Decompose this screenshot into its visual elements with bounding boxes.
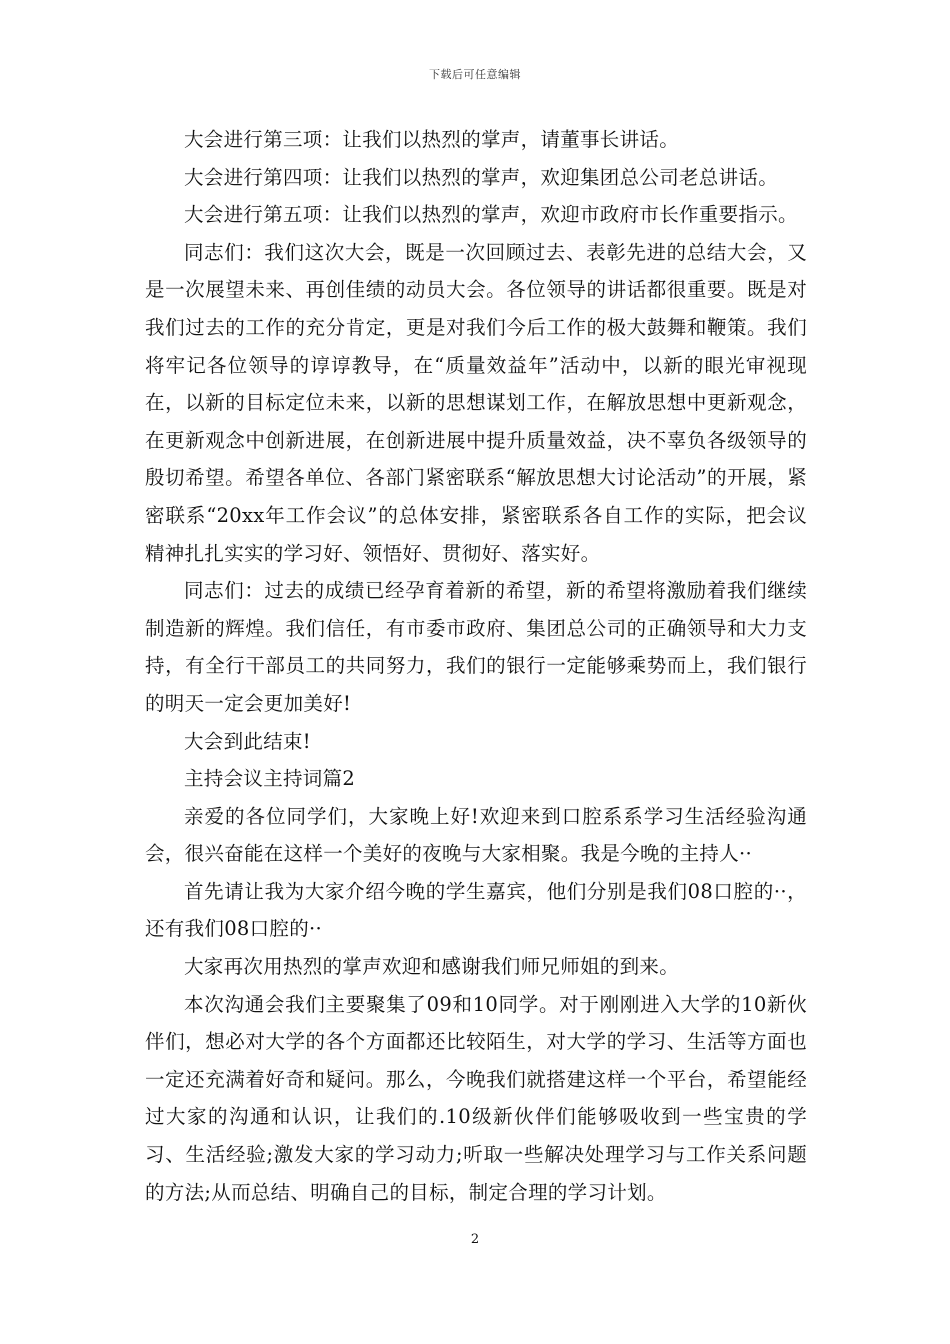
paragraph: 同志们：我们这次大会，既是一次回顾过去、表彰先进的总结大会，又是一次展望未来、再创佳绩的动员大会。各位领导的讲话都很重要。既是对我们过去的工作的充分肯定，更是对我们今后工作的极大鼓舞和鞭策。我们将牢记各位领导的谆谆教导，在“质量效益年”活动中，以新的眼光审视现在，以新的目标定位未来，以新的思想谋划工作，在解放思想中更新观念，在更新观念中创新进展，在创新进展中提升质量效益，决不辜负各级领导的殷切希望。希望各单位、各部门紧密联系“解放思想大讨论活动”的开展，紧密联系“20xx年工作会议”的总体安排，紧密联系各自工作的实际，把会议精神扎扎实实的学习好、领悟好、贯彻好、落实好。 — [145, 240, 807, 565]
document-body — [145, 121, 807, 1211]
paragraph: 大会到此结束! — [184, 729, 311, 753]
page-header: 下载后可任意编辑 — [429, 68, 521, 81]
page-number: 2 — [470, 1232, 480, 1247]
paragraph: 首先请让我为大家介绍今晚的学生嘉宾，他们分别是我们08口腔的··，还有我们08口腔的·· — [145, 879, 807, 941]
paragraph: 亲爱的各位同学们，大家晚上好!欢迎来到口腔系系学习生活经验沟通会，很兴奋能在这样一个美好的夜晚与大家相聚。我是今晚的主持人·· — [145, 804, 807, 866]
paragraph: 大会进行第三项：让我们以热烈的掌声，请董事长讲话。 — [184, 128, 680, 151]
paragraph: 同志们：过去的成绩已经孕育着新的希望，新的希望将激励着我们继续制造新的辉煌。我们信任，有市委市政府、集团总公司的正确领导和大力支持，有全行干部员工的共同努力，我们的银行一定能够乘势而上，我们银行的明天一定会更加美好! — [145, 579, 807, 715]
paragraph: 大会进行第五项：让我们以热烈的掌声，欢迎市政府市长作重要指示。 — [184, 203, 798, 227]
section-heading: 主持会议主持词篇2 — [184, 767, 356, 791]
paragraph: 大家再次用热烈的掌声欢迎和感谢我们师兄师姐的到来。 — [184, 955, 680, 979]
paragraph: 本次沟通会我们主要聚集了09和10同学。对于刚刚进入大学的10新伙伴们，想必对大学的各个方面都还比较陌生，对大学的学习、生活等方面也一定还充满着好奇和疑问。那么，今晚我们就搭建这样一个平台，希望能经过大家的沟通和认识，让我们的.10级新伙伴们能够吸收到一些宝贵的学习、生活经验;激发大家的学习动力;听取一些解决处理学习与工作关系问题的方法;从而总结、明确自己的目标，制定合理的学习计划。 — [145, 992, 807, 1204]
paragraph: 大会进行第四项：让我们以热烈的掌声，欢迎集团总公司老总讲话。 — [184, 165, 779, 189]
